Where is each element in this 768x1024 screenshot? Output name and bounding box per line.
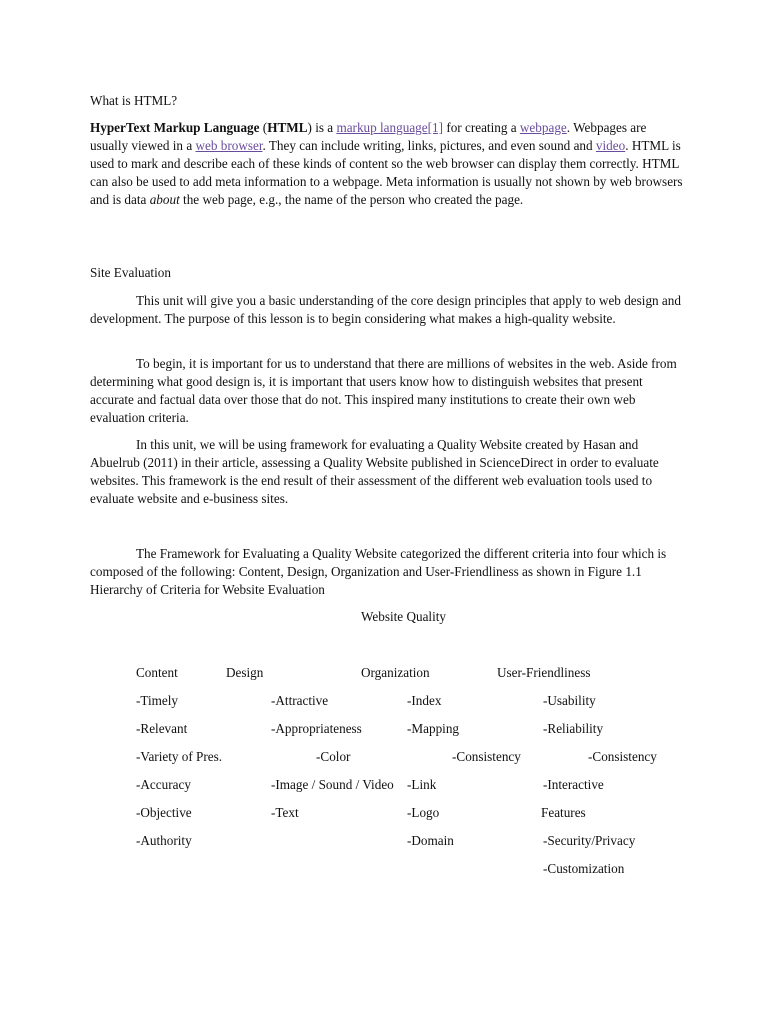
text-run: . Webpages are usually viewed in a [90,120,647,153]
paragraph-intro [90,292,685,328]
markup-language-link[interactable] [336,120,443,135]
organization-item: -Consistency [452,749,521,764]
header-content: Content [136,665,178,680]
paragraph-text: To begin, it is important for us to understand that there are millions of websites in the web. Aside from determining what good design is, it is important that users know how to distinguish websites that present accurate and factual data over those that do not. This inspired many institutions to create their own web evaluation criteria. [90,356,677,425]
term-html: HTML [267,120,308,135]
link-text: markup language [336,120,428,135]
content-item: -Authority [136,833,192,848]
about-italic: about [149,192,180,207]
paragraph-text: The Framework for Evaluating a Quality Website categorized the different criteria into four which is composed of the following: Content, Design, Organization and User-Friendliness as shown in Figure 1.1 Hierarchy of Criteria for Website Evaluation [90,546,667,597]
heading-what-is-html: What is HTML? [90,93,178,108]
content-item: -Timely [136,693,179,708]
design-item: -Appropriateness [271,721,362,736]
video-link[interactable]: video [595,138,626,153]
reference-marker: [1] [427,120,444,135]
user-friendliness-item: -Usability [543,693,596,708]
header-organization: Organization [361,665,430,680]
user-friendliness-item: -Reliability [543,721,604,736]
heading-site-evaluation: Site Evaluation [90,265,171,280]
design-item: -Text [271,805,299,820]
text-run: ( [259,120,268,135]
content-item: -Accuracy [136,777,191,792]
web-browser-link[interactable]: web browser [195,138,263,153]
paragraph-text: In this unit, we will be using framework for evaluating a Quality Website created by Hasan and Abuelrub (2011) in their article, assessing a Quality Website published in ScienceDirect in order to evaluate websites. This framework is the end result of their assessment of the different web evaluation tools used to evaluate website and e-business sites. [90,437,659,506]
organization-item: -Domain [407,833,454,848]
user-friendliness-item: -Consistency [588,749,657,764]
text-run: . They can include writing, links, pictures, and even sound and [262,138,596,153]
organization-item: -Mapping [407,721,460,736]
user-friendliness-item: -Customization [543,861,625,876]
text-run: for creating a [443,120,520,135]
paragraph-to-begin [90,355,685,427]
text-run: ) is a [307,120,337,135]
content-item: -Objective [136,805,192,820]
hierarchy-title: Website Quality [361,609,447,624]
paragraph-text: This unit will give you a basic understanding of the core design principles that apply to web design and development. The purpose of this lesson is to begin considering what makes a high-quality website. [90,293,681,326]
design-item: -Image / Sound / Video [271,777,394,792]
term-hypertext-markup-language: HyperText Markup Language [90,120,260,135]
text-run: . HTML is used to mark and describe each of these kinds of content so the web browser can display them correctly. HTML can also be used to add meta information to a webpage. Meta information is usually not shown by web browsers and is data [90,138,683,207]
header-user-friendliness: User-Friendliness [497,665,591,680]
design-item: -Attractive [271,693,329,708]
header-design: Design [226,665,264,680]
user-friendliness-item: Features [541,805,586,820]
user-friendliness-item: -Security/Privacy [543,833,636,848]
content-item: -Variety of Pres. [136,749,223,764]
organization-item: -Index [407,693,442,708]
design-item: -Color [316,749,351,764]
paragraph-framework-criteria [90,545,685,599]
organization-item: -Link [407,777,437,792]
webpage-link[interactable]: webpage [519,120,567,135]
organization-item: -Logo [407,805,440,820]
text-run: the web page, e.g., the name of the person who created the page. [179,192,524,207]
html-definition-paragraph [90,119,685,209]
content-item: -Relevant [136,721,188,736]
paragraph-framework-source [90,436,685,508]
user-friendliness-item: -Interactive [543,777,604,792]
